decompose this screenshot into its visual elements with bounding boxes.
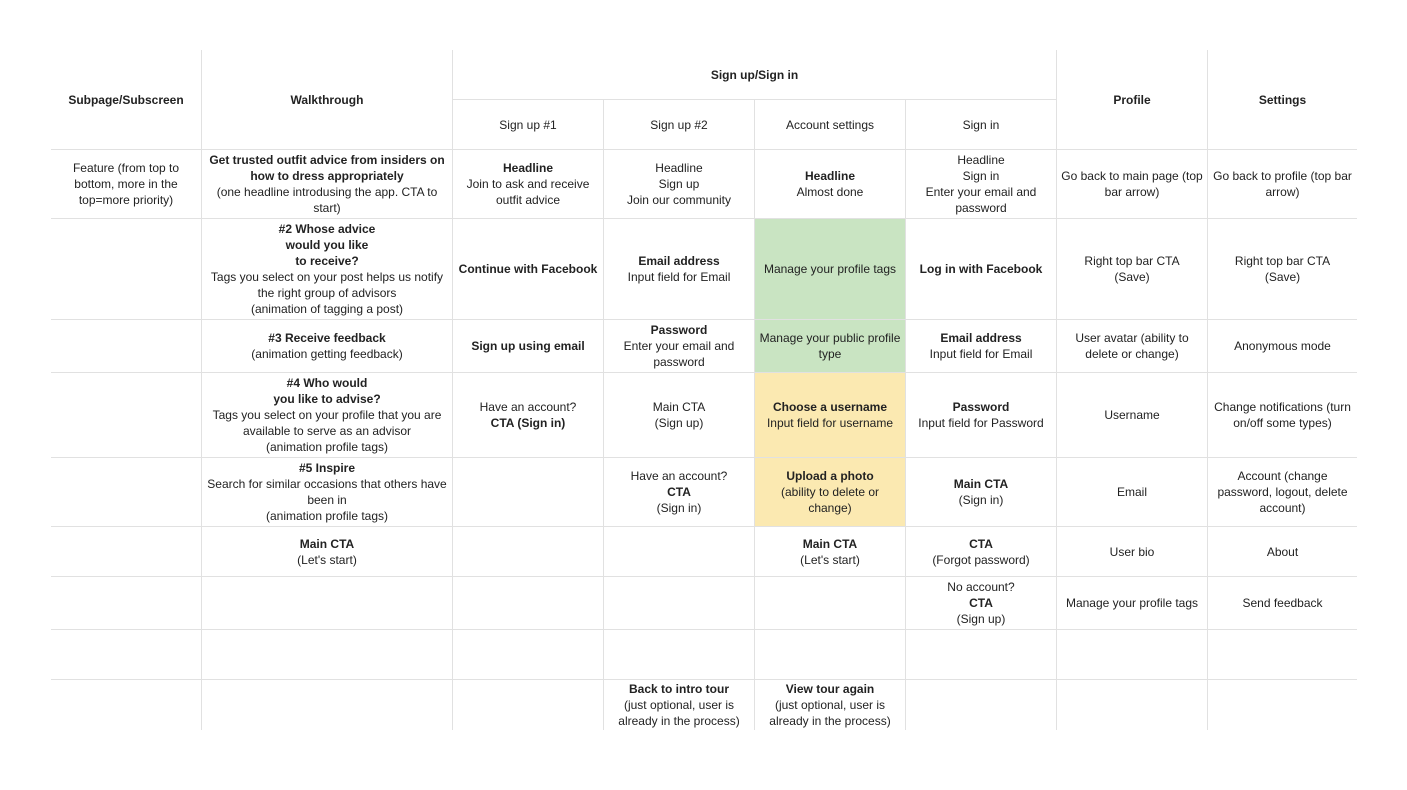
- cell-subpage: [51, 679, 201, 730]
- cell-settings: [1207, 629, 1357, 679]
- cell-line: Sign up: [658, 177, 700, 191]
- cell-line: #2 Whose advice would you like to receive?: [278, 222, 376, 268]
- header-subpage: [51, 50, 201, 149]
- header-settings: [1207, 50, 1357, 149]
- cell-walkthrough: [201, 457, 452, 526]
- cell-line: Input field for Email: [929, 347, 1033, 361]
- cell-line: Almost done: [796, 185, 864, 199]
- cell-text: [764, 261, 896, 277]
- cell-line: Go back to profile (top bar arrow): [1213, 169, 1352, 199]
- cell-line: Email address: [638, 254, 720, 268]
- cell-account: [754, 149, 905, 218]
- cell-line: Have an account?: [630, 469, 728, 483]
- cell-line: Main CTA: [802, 536, 858, 551]
- cell-text: [930, 330, 1033, 362]
- cell-line: Join our community: [626, 193, 732, 207]
- cell-text: [954, 476, 1008, 508]
- cell-walkthrough: [201, 576, 452, 629]
- cell-line: Feature (from top to bottom, more in the top=more priority): [72, 161, 180, 207]
- cell-line: (just optional, user is already in the process): [769, 698, 891, 728]
- cell-text: [909, 152, 1053, 216]
- cell-settings: [1207, 679, 1357, 730]
- cell-text: [1066, 595, 1198, 611]
- cell-text: [797, 168, 864, 200]
- cell-walkthrough: [201, 526, 452, 576]
- cell-text: [1211, 168, 1354, 200]
- cell-walkthrough: [201, 149, 452, 218]
- header-signin-label: Sign in: [962, 117, 1000, 132]
- cell-profile: [1056, 149, 1207, 218]
- cell-text: [631, 468, 728, 516]
- cell-text: [205, 152, 449, 216]
- cell-text: [800, 536, 860, 568]
- cell-signup2: [603, 372, 754, 457]
- cell-walkthrough: [201, 372, 452, 457]
- cell-line: Right top bar CTA (Save): [1234, 254, 1331, 284]
- header-walkthrough: [201, 50, 452, 149]
- cell-settings: [1207, 149, 1357, 218]
- cell-text: [1104, 407, 1159, 423]
- cell-account: [754, 576, 905, 629]
- header-signup2-label: Sign up #2: [650, 117, 708, 132]
- cell-settings: [1207, 576, 1357, 629]
- cell-signup2: [603, 576, 754, 629]
- cell-line: Go back to main page (top bar arrow): [1061, 169, 1203, 199]
- cell-text: [1234, 338, 1331, 354]
- cell-profile: [1056, 679, 1207, 730]
- cell-subpage: [51, 218, 201, 319]
- cell-line: Right top bar CTA (Save): [1084, 254, 1180, 284]
- cell-text: [918, 399, 1043, 431]
- header-account-settings: [754, 99, 905, 149]
- cell-text: [251, 330, 402, 362]
- cell-settings: [1207, 526, 1357, 576]
- cell-profile: [1056, 218, 1207, 319]
- cell-line: Account (change password, logout, delete account): [1217, 469, 1348, 515]
- cell-line: About: [1266, 544, 1299, 559]
- cell-subpage: [51, 526, 201, 576]
- cell-text: [205, 375, 449, 455]
- cell-signup2: [603, 679, 754, 730]
- cell-line: Email address: [940, 331, 1022, 345]
- cell-text: [480, 399, 577, 431]
- cell-line: (animation getting feedback): [251, 347, 403, 361]
- cell-line: Change notifications (turn on/off some types): [1214, 400, 1351, 430]
- header-signup2: [603, 99, 754, 149]
- cell-text: [1117, 484, 1147, 500]
- cell-line: Enter your email and password: [925, 185, 1037, 215]
- cell-line: Manage your profile tags: [1065, 596, 1199, 610]
- cell-line: Tags you select on your post helps us notify the right group of advisors (animation of tagging a post): [210, 270, 444, 316]
- cell-line: No account?: [947, 580, 1015, 594]
- cell-line: View tour again: [785, 682, 875, 696]
- cell-line: (one headline introdusing the app. CTA to start): [216, 185, 438, 215]
- cell-profile: [1056, 319, 1207, 372]
- cell-line: (just optional, user is already in the process): [618, 698, 740, 728]
- cell-line: Sign in: [962, 169, 1000, 183]
- cell-text: [54, 160, 198, 208]
- cell-line: Input field for username: [766, 416, 894, 430]
- cell-line: Back to intro tour: [628, 682, 729, 696]
- cell-signup2: [603, 526, 754, 576]
- cell-signin: [905, 457, 1056, 526]
- cell-signin: [905, 526, 1056, 576]
- cell-line: #4 Who would you like to advise?: [273, 376, 381, 406]
- cell-line: Email: [1116, 485, 1147, 499]
- cell-text: [607, 681, 751, 729]
- cell-signin: [905, 149, 1056, 218]
- cell-account: [754, 679, 905, 730]
- cell-line: Manage your public profile type: [759, 331, 901, 361]
- cell-line: Have an account?: [479, 400, 577, 414]
- header-signup1: [452, 99, 603, 149]
- cell-line: Main CTA: [299, 536, 355, 551]
- cell-walkthrough: [201, 319, 452, 372]
- cell-settings: [1207, 372, 1357, 457]
- cell-signup1: [452, 679, 603, 730]
- cell-line: Input field for Email: [627, 270, 731, 284]
- cell-signup1: [452, 372, 603, 457]
- cell-text: [297, 536, 357, 568]
- cell-line: Password: [650, 323, 708, 337]
- cell-line: Continue with Facebook: [458, 262, 598, 276]
- cell-signup2: [603, 457, 754, 526]
- cell-signin: [905, 629, 1056, 679]
- header-profile: [1056, 50, 1207, 149]
- cell-line: Anonymous mode: [1234, 339, 1331, 353]
- cell-profile: [1056, 629, 1207, 679]
- cell-text: [205, 221, 449, 317]
- cell-walkthrough: [201, 218, 452, 319]
- cell-signin: [905, 576, 1056, 629]
- cell-account: [754, 457, 905, 526]
- header-signup-group: [452, 50, 1056, 99]
- cell-signup2: [603, 319, 754, 372]
- header-signin: [905, 99, 1056, 149]
- cell-line: Headline: [502, 161, 553, 175]
- cell-subpage: [51, 457, 201, 526]
- cell-profile: [1056, 576, 1207, 629]
- cell-line: Search for similar occasions that others have been in (animation profile tags): [207, 477, 447, 523]
- header-profile-label: Profile: [1113, 92, 1151, 107]
- cell-text: [758, 468, 902, 516]
- cell-signup1: [452, 319, 603, 372]
- cell-text: [1211, 399, 1354, 431]
- cell-line: (ability to delete or change): [780, 485, 880, 515]
- cell-line: Join to ask and receive outfit advice: [466, 177, 590, 207]
- cell-signup2: [603, 218, 754, 319]
- cell-line: Sign up using email: [471, 339, 585, 353]
- cell-text: [920, 261, 1043, 277]
- cell-text: [607, 322, 751, 370]
- cell-line: Log in with Facebook: [919, 262, 1043, 276]
- cell-signin: [905, 679, 1056, 730]
- cell-text: [758, 681, 902, 729]
- cell-text: [1242, 595, 1322, 611]
- cell-text: [628, 253, 731, 285]
- cell-line: CTA: [969, 536, 993, 551]
- cell-signin: [905, 218, 1056, 319]
- cell-text: [1084, 253, 1179, 285]
- cell-text: [1267, 544, 1298, 560]
- cell-text: [653, 399, 705, 431]
- cell-line: (Forgot password): [932, 552, 1030, 567]
- cell-account: [754, 218, 905, 319]
- cell-text: [947, 579, 1014, 627]
- cell-text: [1211, 468, 1354, 516]
- header-subpage-label: Subpage/Subscreen: [68, 92, 184, 107]
- cell-signup1: [452, 457, 603, 526]
- cell-line: Main CTA: [953, 477, 1009, 491]
- cell-line: User bio: [1109, 544, 1155, 559]
- cell-signup1: [452, 149, 603, 218]
- cell-account: [754, 319, 905, 372]
- cell-line: User avatar (ability to delete or change): [1075, 331, 1189, 361]
- cell-line: Send feedback: [1242, 596, 1323, 610]
- cell-line: Get trusted outfit advice from insiders on how to dress appropriately: [209, 153, 445, 183]
- cell-line: Main CTA (Sign up): [652, 400, 706, 430]
- cell-text: [1235, 253, 1330, 285]
- cell-account: [754, 629, 905, 679]
- cell-signin: [905, 372, 1056, 457]
- cell-text: [471, 338, 584, 354]
- cell-line: CTA: [969, 596, 993, 610]
- cell-line: Headline: [804, 169, 855, 183]
- cell-line: CTA (Sign in): [490, 416, 566, 430]
- cell-account: [754, 526, 905, 576]
- cell-signup1: [452, 526, 603, 576]
- cell-subpage: [51, 372, 201, 457]
- cell-signup2: [603, 149, 754, 218]
- cell-settings: [1207, 218, 1357, 319]
- cell-profile: [1056, 526, 1207, 576]
- cell-line: (Sign in): [656, 501, 702, 515]
- cell-line: Choose a username: [772, 400, 888, 414]
- cell-text: [1110, 544, 1155, 560]
- cell-subpage: [51, 149, 201, 218]
- cell-text: [932, 536, 1029, 568]
- cell-line: #3 Receive feedback: [268, 331, 386, 345]
- cell-line: (Let's start): [297, 552, 357, 567]
- header-settings-label: Settings: [1258, 92, 1307, 107]
- cell-settings: [1207, 319, 1357, 372]
- cell-line: Upload a photo: [786, 469, 874, 483]
- cell-text: [1060, 330, 1204, 362]
- cell-settings: [1207, 457, 1357, 526]
- cell-line: Input field for Password: [918, 416, 1044, 430]
- cell-signup1: [452, 218, 603, 319]
- cell-text: [205, 460, 449, 524]
- header-account-settings-label: Account settings: [785, 117, 875, 132]
- header-walkthrough-label: Walkthrough: [290, 92, 364, 107]
- cell-subpage: [51, 319, 201, 372]
- cell-line: Manage your profile tags: [763, 262, 897, 276]
- cell-line: Enter your email and password: [623, 339, 735, 369]
- cell-line: #5 Inspire: [298, 461, 356, 475]
- cell-text: [627, 160, 731, 208]
- cell-subpage: [51, 576, 201, 629]
- cell-walkthrough: [201, 629, 452, 679]
- cell-subpage: [51, 629, 201, 679]
- cell-line: Headline: [957, 153, 1005, 167]
- cell-account: [754, 372, 905, 457]
- cell-text: [767, 399, 893, 431]
- cell-line: (Sign in): [958, 493, 1004, 507]
- header-signup-group-label: Sign up/Sign in: [710, 67, 799, 82]
- cell-profile: [1056, 372, 1207, 457]
- cell-signup1: [452, 576, 603, 629]
- cell-line: Headline: [655, 161, 703, 175]
- cell-text: [459, 261, 598, 277]
- cell-text: [758, 330, 902, 362]
- cell-line: Username: [1104, 408, 1160, 422]
- cell-walkthrough: [201, 679, 452, 730]
- cell-signup1: [452, 629, 603, 679]
- cell-line: CTA: [667, 485, 691, 499]
- cell-profile: [1056, 457, 1207, 526]
- cell-line: Password: [952, 400, 1010, 414]
- cell-line: (Sign up): [956, 612, 1006, 626]
- cell-line: (Let's start): [800, 552, 860, 567]
- header-signup1-label: Sign up #1: [499, 117, 557, 132]
- cell-text: [456, 160, 600, 208]
- cell-line: Tags you select on your profile that you are available to serve as an advisor (animation profile tags): [212, 408, 442, 454]
- cell-text: [1060, 168, 1204, 200]
- cell-signup2: [603, 629, 754, 679]
- cell-signin: [905, 319, 1056, 372]
